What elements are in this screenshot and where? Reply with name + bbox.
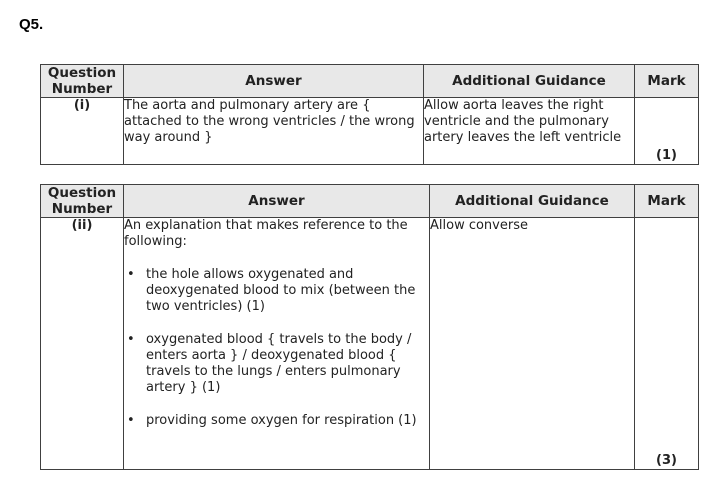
guidance-cell: Allow aorta leaves the right ventricle and the pulmonary artery leaves the left ventricle	[424, 98, 635, 165]
mark-header: Mark	[635, 185, 699, 218]
question-number-header: Question Number	[41, 65, 124, 98]
mark-scheme-table-part-i	[40, 64, 699, 165]
guidance-header: Additional Guidance	[424, 65, 635, 98]
mark-value: (3)	[656, 453, 677, 468]
mark-scheme-table-part-ii	[40, 184, 699, 470]
table-row	[41, 98, 699, 165]
answer-points	[124, 267, 429, 429]
mark-header: Mark	[635, 65, 699, 98]
guidance-header: Additional Guidance	[430, 185, 635, 218]
mark-cell	[635, 218, 699, 470]
list-item: • the hole allows oxygenated and deoxygenated blood to mix (between the two ventricles) (1)	[124, 267, 429, 315]
question-title: Q5.	[19, 16, 44, 33]
guidance-cell: Allow converse	[430, 218, 635, 470]
list-item: • providing some oxygen for respiration (1)	[124, 413, 429, 429]
mark-value: (1)	[656, 148, 677, 163]
answer-intro: An explanation that makes reference to the following:	[124, 218, 408, 249]
answer-header: Answer	[124, 65, 424, 98]
header-row	[41, 65, 699, 98]
table-row	[41, 218, 699, 470]
answer-cell	[124, 218, 430, 470]
question-number-cell: (i)	[41, 98, 124, 165]
header-row	[41, 185, 699, 218]
question-number-header: Question Number	[41, 185, 124, 218]
mark-cell	[635, 98, 699, 165]
answer-cell: The aorta and pulmonary artery are { attached to the wrong ventricles / the wrong way around }	[124, 98, 424, 165]
list-item: • oxygenated blood { travels to the body / enters aorta } / deoxygenated blood { travels to the lungs / enters pulmonary artery } (1)	[124, 332, 429, 396]
question-number-cell: (ii)	[41, 218, 124, 470]
answer-header: Answer	[124, 185, 430, 218]
